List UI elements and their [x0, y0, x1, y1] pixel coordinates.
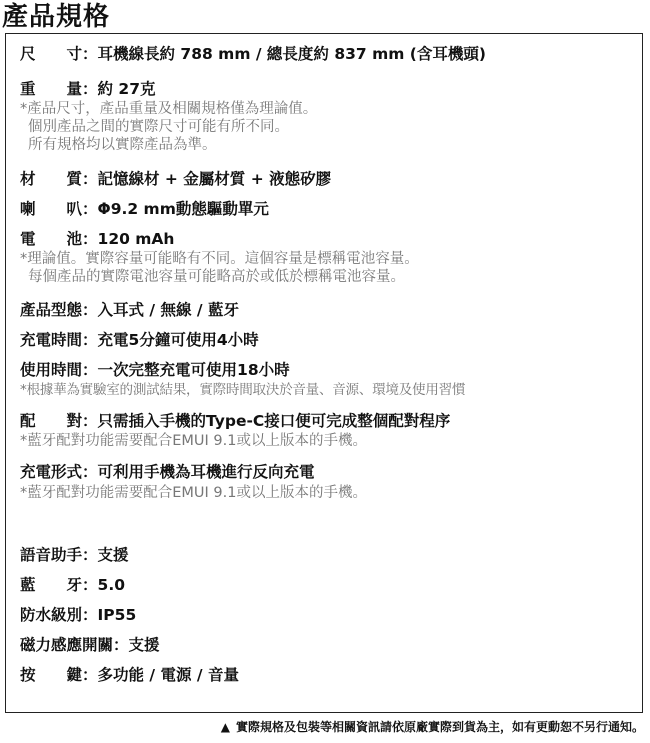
spec-bluetooth [20, 575, 125, 595]
spec-value: IP55 [97, 606, 137, 624]
spec-assistant [20, 545, 129, 565]
separator: ： [82, 412, 98, 430]
spec-waterproof [20, 605, 136, 625]
disclaimer [221, 719, 644, 735]
spec-value: 5.0 [97, 576, 125, 594]
spec-value: 約 27克 [97, 80, 156, 98]
spec-label: 材 質 [20, 170, 83, 188]
separator: ： [82, 546, 98, 564]
spec-value: 支援 [97, 546, 129, 564]
spec-material [20, 169, 331, 189]
spec-label: 磁力感應開關 [20, 636, 114, 654]
spec-label: 電 池 [20, 230, 83, 248]
spec-label: 藍 牙 [20, 576, 83, 594]
spec-note: *根據華為實驗室的測試結果，實際時間取決於音量、音源、環境及使用習慣 [20, 382, 466, 398]
spec-note: *產品尺寸，產品重量及相關規格僅為理論值。 [20, 101, 318, 117]
separator: ： [82, 301, 98, 319]
spec-box [5, 33, 643, 713]
spec-note: 所有規格均以實際產品為準。 [28, 137, 217, 153]
spec-label: 按 鍵 [20, 666, 83, 684]
disclaimer-text: 實際規格及包裝等相關資訊請依原廠實際到貨為主，如有更動恕不另行通知。 [235, 720, 644, 734]
spec-value: 只需插入手機的Type-C接口便可完成整個配對程序 [97, 412, 451, 430]
page-title: 產品規格 [2, 2, 111, 32]
spec-label: 防水級別 [20, 606, 83, 624]
separator: ： [82, 576, 98, 594]
spec-value: 120 mAh [97, 230, 175, 248]
spec-label: 使用時間 [20, 361, 83, 379]
spec-note: 每個產品的實際電池容量可能略高於或低於標稱電池容量。 [28, 269, 405, 285]
spec-value: 耳機線長約 788 mm / 總長度約 837 mm (含耳機頭) [97, 45, 486, 63]
spec-value: 記憶線材 + 金屬材質 + 液態矽膠 [97, 170, 332, 188]
spec-label: 重 量 [20, 80, 83, 98]
spec-note: *藍牙配對功能需要配合EMUI 9.1或以上版本的手機。 [20, 433, 367, 449]
spec-pairing [20, 411, 450, 431]
spec-label: 尺 寸 [20, 45, 83, 63]
spec-label: 產品型態 [20, 301, 83, 319]
spec-note: *理論值。實際容量可能略有不同。這個容量是標稱電池容量。 [20, 251, 419, 267]
separator: ： [82, 331, 98, 349]
spec-type [20, 300, 239, 320]
separator: ： [82, 666, 98, 684]
spec-label: 喇 叭 [20, 200, 83, 218]
spec-battery [20, 229, 174, 249]
spec-magnetic [20, 635, 160, 655]
separator: ： [82, 463, 98, 481]
spec-charge-mode [20, 462, 315, 482]
spec-note: *藍牙配對功能需要配合EMUI 9.1或以上版本的手機。 [20, 485, 367, 501]
spec-buttons [20, 665, 239, 685]
spec-charge-time [20, 330, 259, 350]
spec-value: 入耳式 / 無線 / 藍牙 [97, 301, 239, 319]
separator: ： [82, 45, 98, 63]
spec-value: 支援 [128, 636, 160, 654]
spec-value: 可利用手機為耳機進行反向充電 [97, 463, 315, 481]
spec-value: 一次完整充電可使用18小時 [97, 361, 290, 379]
spec-use-time [20, 360, 290, 380]
separator: ： [82, 200, 98, 218]
spec-value: 多功能 / 電源 / 音量 [97, 666, 239, 684]
spec-label: 充電時間 [20, 331, 83, 349]
spec-label: 配 對 [20, 412, 83, 430]
spec-size [20, 44, 486, 64]
separator: ： [82, 170, 98, 188]
spec-note: 個別產品之間的實際尺寸可能有所不同。 [28, 119, 289, 135]
triangle-up-icon: ▲ [220, 720, 230, 734]
separator: ： [82, 80, 98, 98]
separator: ： [82, 361, 98, 379]
separator: ： [82, 230, 98, 248]
spec-value: 充電5分鐘可使用4小時 [97, 331, 259, 349]
spec-value: Φ9.2 mm動態驅動單元 [97, 200, 269, 218]
spec-label: 充電形式 [20, 463, 83, 481]
spec-weight [20, 79, 156, 99]
separator: ： [113, 636, 129, 654]
separator: ： [82, 606, 98, 624]
spec-speaker [20, 199, 269, 219]
spec-label: 語音助手 [20, 546, 83, 564]
